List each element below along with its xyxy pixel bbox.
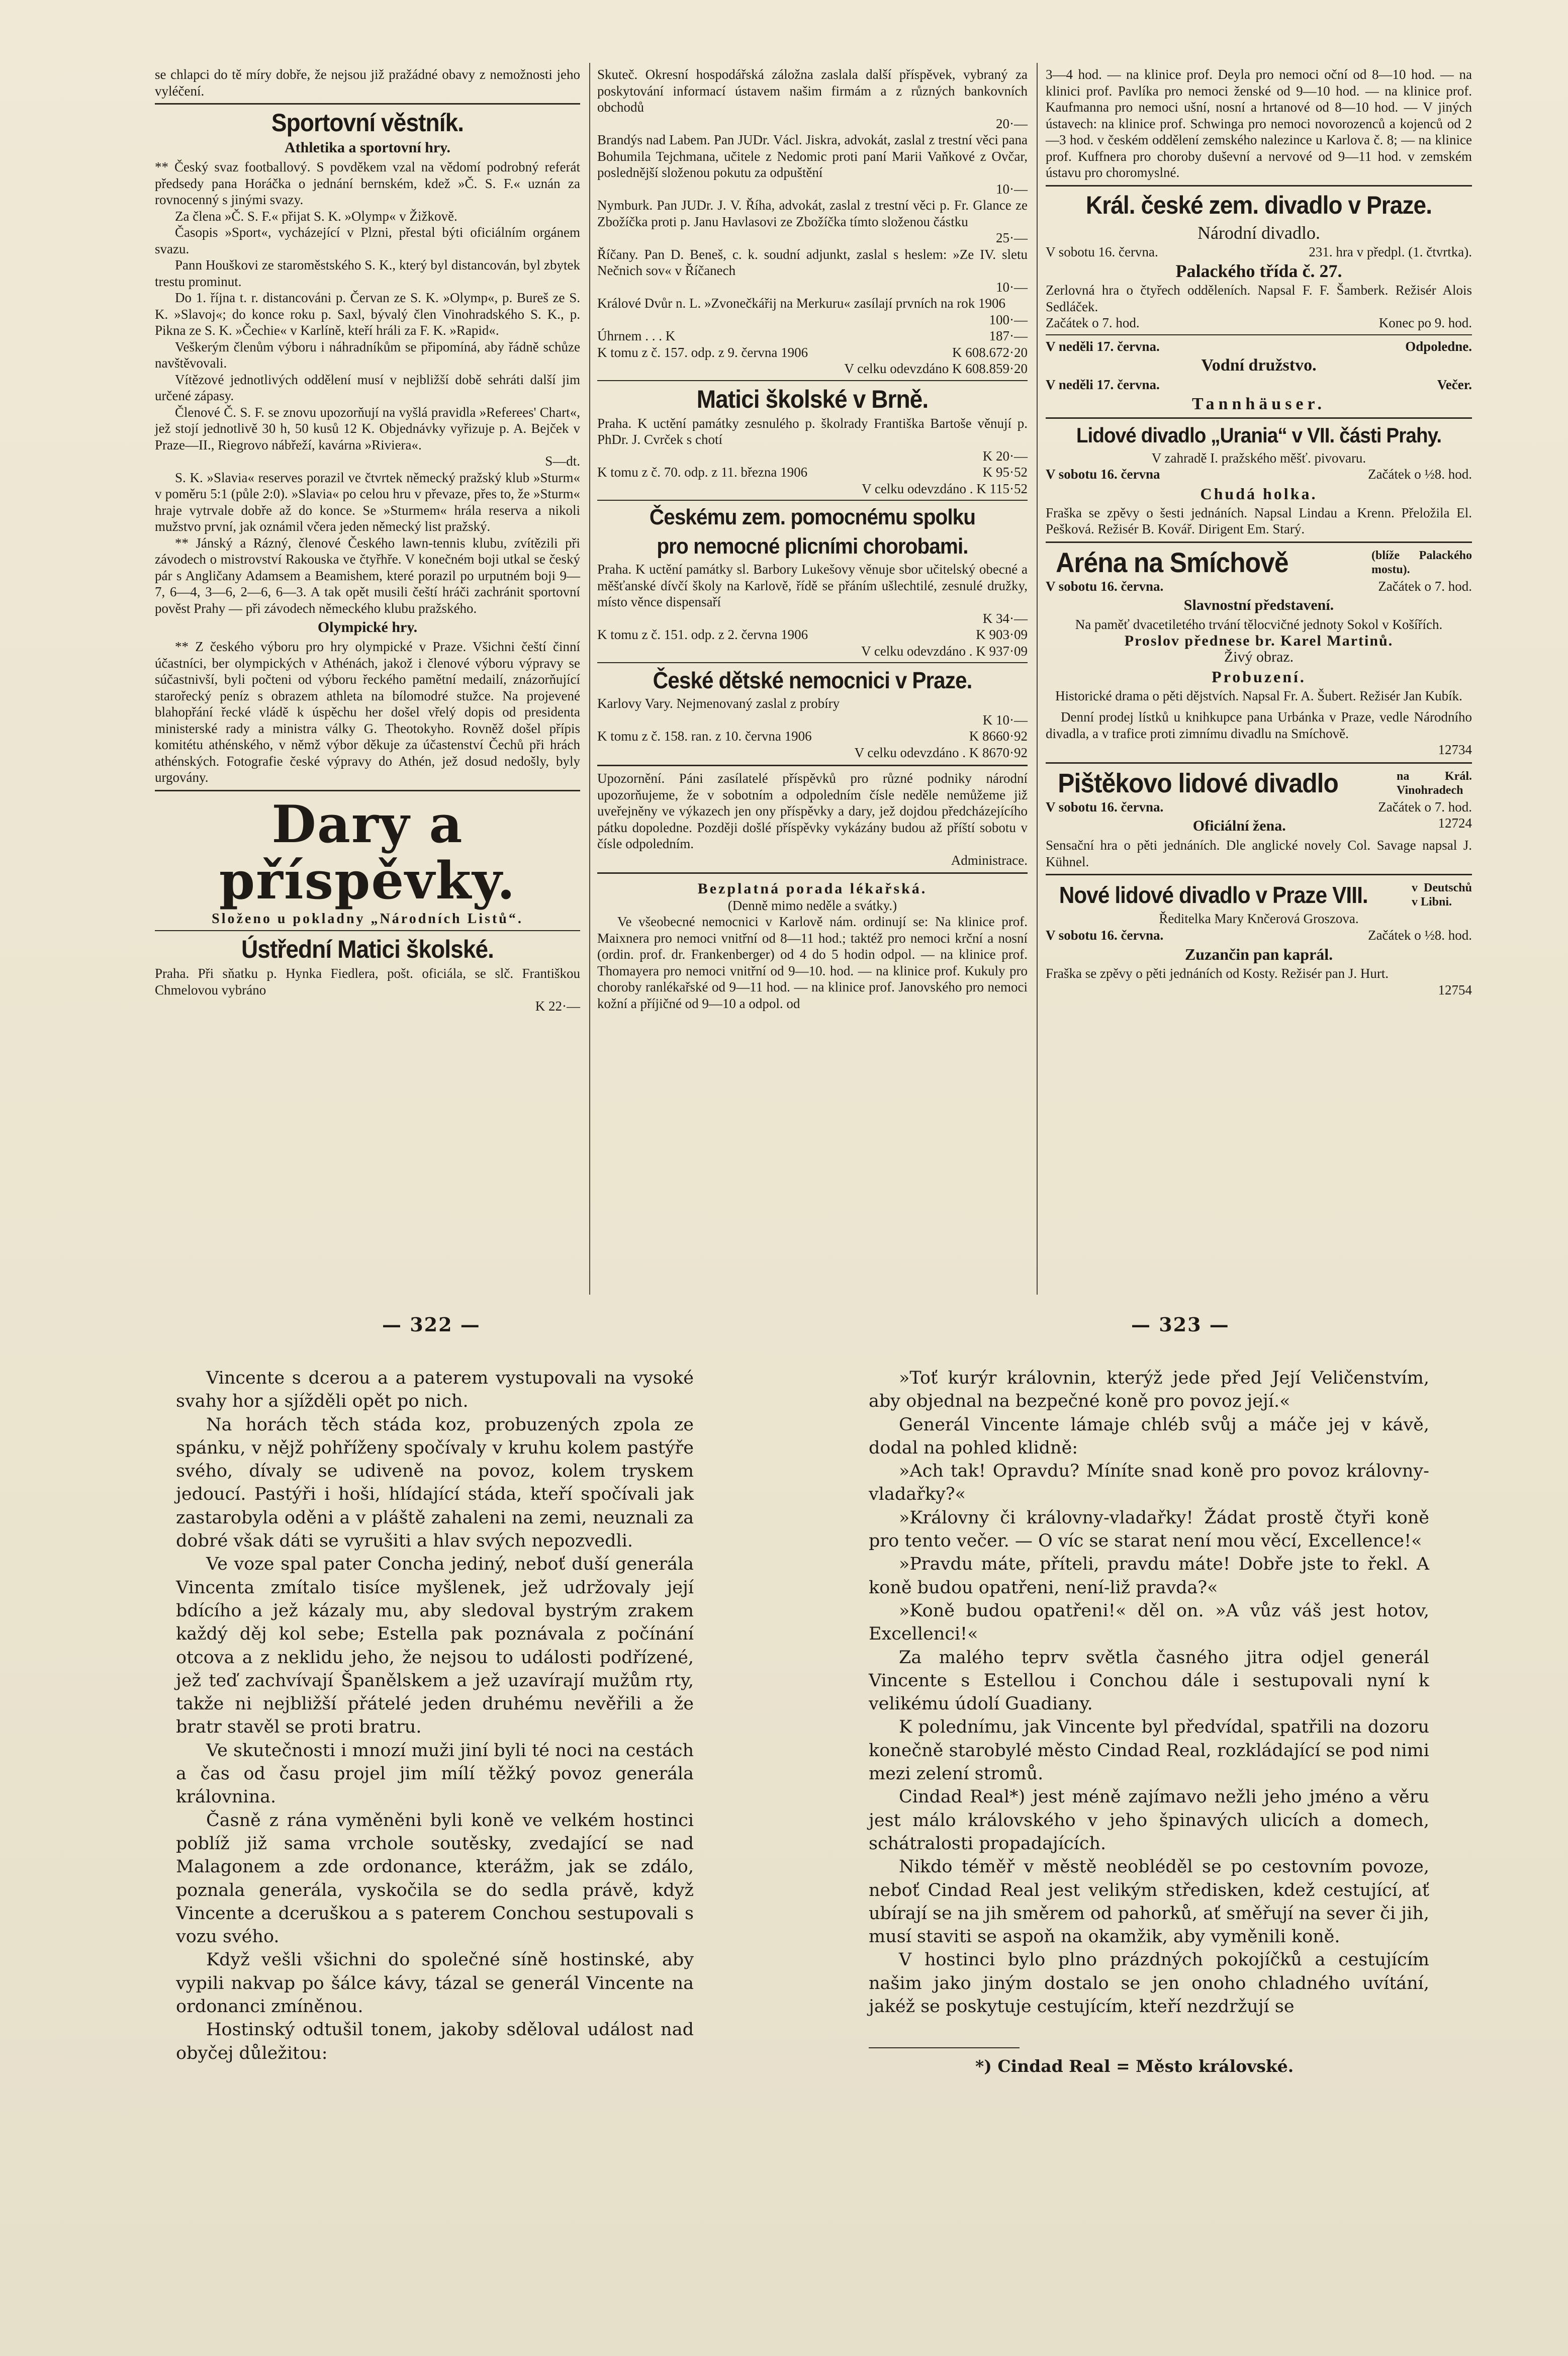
donation-amount: 10·—	[996, 181, 1028, 197]
carry-row	[597, 728, 1028, 745]
arena-header: Aréna na Smíchově	[1056, 546, 1288, 578]
novel-paragraph: Cindad Real*) jest méně zajímavo nežli jeho jméno a věru jest málo královského v jeho špinavých ulicích a domech, schátralosti propadajících.	[869, 1787, 1429, 1854]
total-line: V celku odevzdáno . K 937·09	[861, 643, 1028, 659]
donation-text: Říčany. Pan D. Beneš, c. k. soudní adjunkt, zaslal s heslem: »Ze IV. sletu Nečnich sov« v Říčanech	[597, 246, 1028, 278]
program-row	[1046, 244, 1472, 260]
article-paragraph: Do 1. října t. r. distancováni p. Červan ze S. K. »Olymp«, p. Bureš ze S. K. »Slavoj«; do konce roku p. Saxl, bývalý člen Vinohradského S. K., p. Pikna ze S. K. »Čechie« v Karlíně, kteří hráli za F. K. »Rapid«.	[155, 290, 580, 338]
porada-text: 3—4 hod. — na klinice prof. Deyla pro nemoci oční od 8—10 hod. — na klinici prof. Pavlíka pro nemoci ženské od 9—10 hod. — na klinice prof. Kaufmanna pro nemoci ušní, nosní a hrtanové od 8—10 hod. — V jiných ústavech: na klinice prof. Schwinga pro nemoci novorozenců a kojenců od 2—3 hod. v českém oddělení zemského nalezince u Karlova č. 8; — na klinice prof. Kuffnera pro choroby duševní a nervové od 9—11 hod. v zemském ústavu pro choromyslné.	[1046, 67, 1472, 180]
donation-text: Králové Dvůr n. L. »Zvonečkářij na Merkuru« zasílají prvních na rok 1906	[597, 296, 1006, 311]
palack-header: Palackého třída č. 27.	[1175, 261, 1342, 281]
nove-header: Nové lidové divadlo v Praze VIII.	[1059, 882, 1368, 908]
urania-sub: V zahradě I. pražského měšť. pivovaru.	[1151, 450, 1366, 466]
article-paragraph: ** Český svaz footballový. S povděkem vzal na vědomí podrobný referát předsedy pana Horáčka o jednání bernském, kdež »Č. S. F.« uznán za rovnocenný s jinými svazy.	[155, 159, 580, 207]
footnote: *) Cindad Real = Město královské.	[975, 2056, 1294, 2076]
spolek-header: pro nemocné plicními chorobami.	[657, 534, 968, 559]
program-text: Fraška se zpěvy o šesti jednáních. Napsal Lindau a Krenn. Přeložila El. Pešková. Režisér B. Kovář. Dirigent Em. Starý.	[1046, 505, 1472, 536]
column-1	[155, 66, 580, 1015]
dary-sub: Složeno u pokladny „Národních Listů“.	[212, 911, 523, 927]
sum-label: Úhrnem . . . K	[597, 328, 676, 343]
program-day: V neděli 17. června.	[1046, 338, 1160, 354]
program-day: V sobotu 16. června.	[1046, 244, 1158, 259]
novel-paragraph: Generál Vincente lámaje chléb svůj a máče jej v kávě, dodal na pohled klidně:	[869, 1414, 1429, 1458]
narodni-title: Národní divadlo.	[1197, 222, 1320, 243]
porada-text: Ve všeobecné nemocnici v Karlově nám. ordinují se: Na klinice prof. Maixnera pro nemoci vnitřní od 8—11 hod.; taktéž pro nemoci krční a nosní (ordin. prof. dr. Frankenberger) od 4 do 5 hodin odpol. — na klinice prof. Thomayera pro nemoci vnitřní od 9—10. hod. — na klinice prof. Kukuly pro choroby ranlékařské od 9—11 hod. — na klinice prof. Janovského pro nemoci kožní a příjičné od 9—10 a odpol. od	[597, 914, 1028, 1011]
program-start: Začátek o 7. hod.	[1378, 799, 1472, 814]
program-note: Odpoledne.	[1405, 338, 1472, 354]
sport-header: Sportovní věstník.	[271, 109, 464, 137]
deti-header: České dětské nemocnici v Praze.	[653, 667, 972, 693]
program-start: Začátek o ½8. hod.	[1368, 927, 1472, 943]
pist-header-row	[1046, 768, 1472, 799]
olymp-header: Olympické hry.	[317, 619, 418, 636]
novel-paragraph: K polednímu, jak Vincente byl předvídal, spatřili na dozoru konečně starobylé město Cindad Real, rozkládající se pod nimi mezi zelení stromů.	[869, 1717, 1429, 1784]
article-paragraph: Za člena »Č. S. F.« přijat S. K. »Olymp« v Žižkově.	[175, 208, 457, 224]
brno-header: Matici školské v Brně.	[696, 385, 929, 413]
program-row	[1046, 315, 1472, 331]
program-text: Denní prodej lístků u knihkupce pana Urbánka v Praze, vedle Národního divadla, a v trafice proti zimnímu divadlu na Smíchově.	[1046, 709, 1472, 741]
donation-text: Praha. K uctění památky sl. Barbory Lukešovy věnuje sbor učitelský obecné a měšťanské dívčí školy na Karlově, řídě se přáním ušlechtilé, zesnulé družky, místo věnce dispensaří	[597, 562, 1028, 609]
total-line: V celku odevzdáno K 608.859·20	[844, 361, 1028, 376]
program-row	[1046, 927, 1472, 944]
article-paragraph: ** Jánský a Rázný, členové Českého lawn-tennis klubu, zvítězili při závodech o mistrovství Rakouska ve čtyřhře. V konečném boji utkal se český pár s Angličany Adamsem a Beamishem, které porazil po urputném boji 9—7, 6—4, 3—6, 2—6, 6—3. A tak opět musili čeští hráči zachránit sportovní pověst Prahy — při závodech německého klubu pražského.	[155, 535, 580, 616]
donation-amount: K 20·—	[982, 448, 1028, 464]
urania-header: Lidové divadlo „Urania“ v VII. části Prahy.	[1076, 423, 1442, 447]
article-paragraph: Veškerým členům výboru i náhradníkům se připomíná, aby řádně schůze navštěvovali.	[155, 339, 580, 371]
carry-amount: K 95·52	[982, 465, 1028, 480]
novel-paragraph: »Ach tak! Opravdu? Míníte snad koně pro povoz královny-vladařky?«	[869, 1461, 1429, 1505]
carry-row	[597, 626, 1028, 643]
program-end: Konec po 9. hod.	[1378, 315, 1472, 330]
novel-paragraph: »Královny či královny-vladařky! Žádat prostě čtyři koně pro tento večer. — O víc se starat není mou věcí, Excellence!«	[869, 1507, 1429, 1552]
pist-header: Pištěkovo lidové divadlo	[1058, 768, 1338, 798]
program-start: Začátek o ½8. hod.	[1368, 467, 1472, 482]
sum-row	[597, 328, 1028, 344]
athletika-header: Athletika a sportovní hry.	[284, 139, 451, 156]
novel-paragraph: »Pravdu máte, příteli, pravdu máte! Dobře jste to řekl. A koně budou opatřeni, není-liž pravda?«	[869, 1554, 1429, 1598]
play-title: Oficiální žena.	[1192, 818, 1286, 834]
novel-right-page	[869, 1367, 1429, 2018]
novel-paragraph: Ve skutečnosti i mnozí muži jiní byli té noci na cestách a čas od času projel jim mílí těžký povoz generála královnina.	[176, 1740, 694, 1807]
page-number-right: — 323 —	[1131, 1313, 1230, 1336]
carry-amount: K 608.672·20	[952, 344, 1028, 360]
intro-text: se chlapci do tě míry dobře, že nejsou již pražádné obavy z nemožnosti jeho vyléčení.	[155, 67, 580, 99]
notice-text: Upozornění. Páni zasílatelé příspěvků pro různé podniky národní upozorňujeme, že v sobotním a odpoledním čísle neděle nemůžeme již uveřejněny ve výkazech jen ony příspěvky a dary, jež dojdou předcházejícího pátku dopoledne. Později došlé příspěvky vykázány budou až příští sobotu v čísle odpoledním.	[597, 771, 1028, 851]
program-day: V sobotu 16. června.	[1046, 799, 1164, 814]
donation-text: Praha. K uctění památky zesnulého p. školrady Františka Bartoše věnují p. PhDr. J. Cvrček s chotí	[597, 415, 1028, 447]
article-paragraph: Pann Houškovi ze staroměstského S. K., který byl distancován, byl zbytek trestu prominut.	[155, 257, 580, 289]
play-title: Probuzení.	[1212, 667, 1306, 686]
ad-number: 12724	[1438, 815, 1472, 831]
program-text: Proslov přednese br. Karel Martinů.	[1124, 632, 1394, 649]
carry-amount: K 8660·92	[969, 729, 1028, 744]
program-row	[1046, 815, 1472, 837]
article-paragraph: Časopis »Sport«, vycházející v Plzni, přestal býti oficiálním orgánem svazu.	[155, 225, 580, 256]
donation-text: Praha. Při sňatku p. Hynka Fiedlera, pošt. oficiála, se slč. Františkou Chmelovou vybráno	[155, 966, 580, 998]
donation-text: Karlovy Vary. Nejmenovaný zaslal z probíry	[597, 696, 840, 711]
program-row	[1046, 799, 1472, 815]
donation-text: Nymburk. Pan JUDr. J. V. Říha, advokát, zaslal z trestní věci p. Fr. Glance ze Zbožíčka proti p. Janu Havlasovi ze Zbožíčka tímto složenou částku	[597, 198, 1028, 229]
play-title: Tannhäuser.	[1192, 394, 1326, 413]
carry-amount: K 903·09	[976, 627, 1028, 642]
article-paragraph: Vítězové jednotlivých oddělení musí v nejbližší době sehráti další jim určené zápasy.	[155, 372, 580, 403]
program-text: Ředitelka Mary Knčerová Groszova.	[1159, 911, 1359, 926]
donation-amount: 25·—	[996, 230, 1028, 245]
sum-amount: 187·—	[989, 328, 1028, 343]
novel-paragraph: Vincente s dcerou a a paterem vystupovali na vysoké svahy hor a sjížděli opět po nich.	[176, 1368, 694, 1412]
kral-header: Král. české zem. divadlo v Praze.	[1085, 191, 1432, 219]
donation-amount: K 34·—	[982, 610, 1028, 626]
article-paragraph: ** Z českého výboru pro hry olympické v Praze. Všichni čeští činní účastníci, ber olympických v Athénách, jakož i členové výboru výpravy se súčastnivší, byli počteni od výboru řeckého pamětní medailí, znázorňující starořecký peníz s obrazem athleta na bílomodré stužce. Na projevené blahopřání řecké vládě k úspěchu her došel vřelý dopis od presidenta ministerské rady a ministra války G. Theotokyho. Rovněž došel přípis komitétu athénského, v němž výbor děkuje za účastenství Čechů při hrách athénských. Fotografie české výpravy do Athén, jež dosud nedošly, byly urgovány.	[155, 639, 580, 785]
program-text: Historické drama o pěti dějstvích. Napsal Fr. A. Šubert. Režisér Jan Kubík.	[1055, 688, 1462, 703]
column-rule	[1037, 63, 1038, 1295]
article-paragraph: S. K. »Slavia« reserves porazil ve čtvrtek německý pražský klub »Sturm« v poměru 5:1 (půle 2:0). »Slavia« po celou hru v převaze, přes to, že »Sturm« hraje vytrvale dobře až do konce. Se »Sturmem« hrála reserva a nikoli mužstvo první, jak oznámil včera jeden německý list pražský.	[155, 470, 580, 534]
notice-sign: Administrace.	[951, 852, 1028, 868]
novel-left-page	[176, 1367, 694, 2065]
novel-paragraph: Ve voze spal pater Concha jediný, neboť duší generála Vincenta zmítalo tisíce myšlenek, jež udržovaly její bdícího a jež kázaly mu, aby sledoval bystrým zrakem každý děj kol sebe; Estella pak poznávala z počínání otcova a z neklidu jeho, že nejsou to události podřízené, jež teď zachvívají Španělskem a jež uzavírají mužům rty, takže ni nejbližší přátelé jeden druhému nevěřili a že bratr stavěl se proti bratru.	[176, 1554, 694, 1738]
signature: S—dt.	[545, 454, 580, 469]
donation-amount: 20·—	[996, 116, 1028, 131]
program-row	[1046, 377, 1472, 393]
total-line: V celku odevzdáno . K 115·52	[862, 481, 1028, 496]
program-text: Živý obraz.	[1224, 649, 1294, 665]
total-line: V celku odevzdáno . K 8670·92	[854, 745, 1028, 760]
program-text: Zerlovná hra o čtyřech odděleních. Napsal F. F. Šamberk. Režisér Alois Sedláček.	[1046, 283, 1472, 314]
program-day: V sobotu 16. června.	[1046, 927, 1164, 943]
carry-row	[597, 464, 1028, 481]
novel-paragraph: Nikdo téměř v městě neobléděl se po cestovním povoze, neboť Cindad Real jest velikým středisken, kdež cestující, ať ubírají se na jih směrem od pahorků, ať směřují na sever či jih, musí staviti se aspoň na okamžik, aby vyměnili koně.	[869, 1857, 1429, 1947]
ad-number: 12754	[1438, 982, 1472, 998]
pist-note: na Král. Vinohradech	[1397, 769, 1472, 797]
column-rule	[589, 63, 590, 1295]
program-row	[1046, 338, 1472, 355]
nove-note: v Deutschů v Libni.	[1412, 881, 1472, 909]
carry-row	[597, 344, 1028, 361]
nove-header-row	[1046, 879, 1472, 911]
novel-paragraph: Časně z rána vyměněni byli koně ve velkém hostinci poblíž již sama vrchole soutěsky, zvedající se nad Malagonem a zde ordonance, kterážm, jak se zdálo, poznala generála, vyskočila se do sedla právě, když Vincente a dceruškou a s paterem Conchou sestupovali s vozu svého.	[176, 1810, 694, 1947]
ad-number: 12734	[1438, 742, 1472, 757]
donation-text: Brandýs nad Labem. Pan JUDr. Václ. Jiskra, advokát, zaslal z trestní věci pana Bohumila Tejchmana, učitele z Nedomic proti paní Marii Vaňkové z Ovčar, poslednější složenou pokutu za odpuštění	[597, 132, 1028, 180]
play-title: Chudá holka.	[1200, 484, 1318, 503]
program-day: V sobotu 16. června.	[1046, 578, 1164, 594]
arena-header-row	[1046, 547, 1472, 578]
play-title: Zuzančin pan kaprál.	[1184, 945, 1333, 963]
novel-paragraph: »Koně budou opatřeni!« děl on. »A vůz váš jest hotov, Excellenci!«	[869, 1600, 1429, 1645]
play-title: Vodní družstvo.	[1201, 356, 1317, 375]
donation-amount: 10·—	[996, 279, 1028, 295]
column-2	[597, 66, 1028, 1012]
porada-header: Bezplatná porada lékařská.	[697, 880, 928, 897]
novel-paragraph: Za malého teprv světla časného jitra odjel generál Vincente s Estellou i Conchou dále i sestupovali nyní k velikému údolí Guadiany.	[869, 1647, 1429, 1714]
donation-amount: K 10·—	[982, 712, 1028, 728]
page-number-left: — 322 —	[382, 1313, 481, 1336]
program-row	[1046, 578, 1472, 595]
article-paragraph: Členové Č. S. F. se znovu upozorňují na vyšlá pravidla »Referees' Chart«, jež stojí jednotlivě 30 h, 50 kusů 12 K. Objednávky vyřizuje p. A. Bejček v Praze—II., Riegrovo nábřeží, kavárna »Riviera«.	[155, 404, 580, 452]
carry-label: K tomu z č. 151. odp. z 2. června 1906	[597, 627, 808, 642]
donation-text: Skuteč. Okresní hospodářská záložna zaslala další příspěvek, vybraný za poskytování informací ústavem našim firmám a z různých bankovních obchodů	[597, 67, 1028, 115]
novel-paragraph: V hostinci bylo plno prázdných pokojíčků a cestujícím našim jako jiným dostalo se jen onoho chladného uvítání, jakéž se poskytuje cestujícím, kteří nezdržují se	[869, 1950, 1429, 2017]
arena-note: (blíže Palackého mostu).	[1371, 549, 1472, 576]
carry-label: K tomu z č. 70. odp. z 11. března 1906	[597, 465, 808, 480]
column-3	[1046, 66, 1472, 998]
donation-amount: 100·—	[989, 312, 1028, 327]
program-text: Na paměť dvacetiletého trvání tělocvičné jednoty Sokol v Košířích.	[1075, 617, 1443, 632]
program-day: V sobotu 16. června	[1046, 467, 1160, 482]
program-start: Začátek o 7. hod.	[1046, 315, 1140, 330]
program-text: Fraška se zpěvy o pěti jednáních od Kosty. Režisér pan J. Hurt.	[1046, 966, 1389, 981]
footnote-rule	[869, 2047, 1020, 2048]
program-text: Sensační hra o pěti jednáních. Dle anglické novely Col. Savage napsal J. Kühnel.	[1046, 838, 1472, 869]
play-title: Slavnostní představení.	[1183, 597, 1334, 613]
novel-paragraph: Na horách těch stáda koz, probuzených zpola ze spánku, v nějž pohříženy spočívaly v kruhu kolem pastýře svého, dívaly se udiveně na povoz, kolem tryskem jedoucí. Pastýři i hoši, hlídající stáda, kteří spočívali jak zastarobyla oděni a v pláště zahaleni na zemi, neuznali za dobré však dáti se vyrušiti a hlav svých nepozvedli.	[176, 1414, 694, 1552]
dary-header: Dary a příspěvky.	[219, 794, 516, 911]
novel-paragraph: Když vešli všichni do společné síně hostinské, aby vypili nakvap po šálce kávy, tázal se generál Vincente na ordonanci zmíněnou.	[176, 1950, 694, 2017]
spolek-header: Českému zem. pomocnému spolku	[649, 505, 976, 529]
ustredni-header: Ústřední Matici školské.	[241, 935, 494, 963]
novel-paragraph: Hostinský odtušil tonem, jakoby sděloval událost nad obyčej důležitou:	[176, 2020, 694, 2063]
program-note: Večer.	[1437, 377, 1472, 392]
program-start: Začátek o 7. hod.	[1378, 578, 1472, 594]
porada-sub: (Denně mimo neděle a svátky.)	[727, 897, 897, 913]
program-note: 231. hra v předpl. (1. čtvrtka).	[1309, 244, 1472, 259]
novel-paragraph: »Toť kurýr královnin, kterýž jede před Její Veličenstvím, aby objednal na bezpečné koně pro povoz její.«	[869, 1368, 1429, 1412]
carry-label: K tomu z č. 157. odp. z 9. června 1906	[597, 344, 808, 360]
carry-label: K tomu z č. 158. ran. z 10. června 1906	[597, 729, 812, 744]
program-day: V neděli 17. června.	[1046, 377, 1160, 392]
program-row	[1046, 466, 1472, 483]
donation-amount: K 22·—	[535, 999, 580, 1014]
